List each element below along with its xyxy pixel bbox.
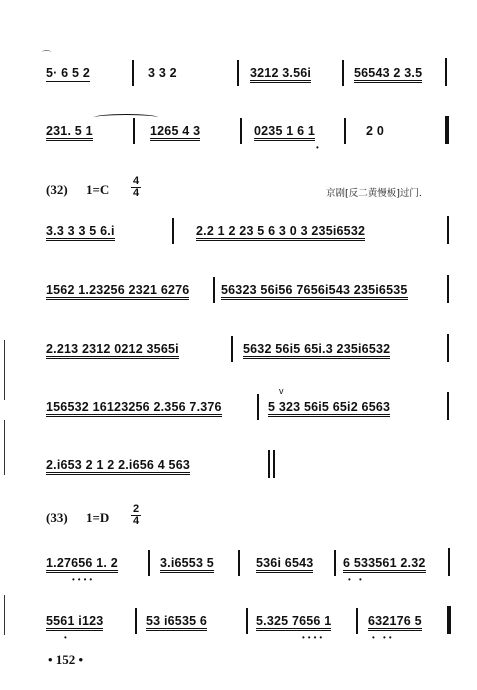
barline bbox=[344, 118, 346, 144]
measure: 2.i653 2 1 2 2.i656 4 563 bbox=[46, 458, 190, 475]
barline bbox=[231, 336, 233, 362]
barline bbox=[257, 394, 259, 420]
octave-dot: •••• bbox=[72, 575, 96, 584]
barline bbox=[135, 608, 137, 634]
time-numerator: 4 bbox=[132, 175, 140, 187]
measure: 536i 6543 bbox=[256, 556, 313, 573]
measure: 3 3 2 bbox=[148, 66, 177, 80]
measure: 0235 1 6 1 bbox=[254, 124, 315, 141]
measure: 3212 3.56i bbox=[250, 66, 311, 83]
score-line-8 bbox=[0, 556, 477, 582]
barline bbox=[447, 392, 449, 420]
measure: 1562 1.23256 2321 6276 bbox=[46, 283, 189, 300]
slur-mark bbox=[94, 114, 158, 121]
measure: 3.i6553 5 bbox=[160, 556, 214, 573]
measure: 5· 6 5 2 bbox=[46, 66, 90, 80]
barline bbox=[356, 608, 358, 634]
measure: 156532 16123256 2.356 7.376 bbox=[46, 400, 222, 417]
time-denominator: 4 bbox=[132, 187, 140, 199]
score-line-7 bbox=[0, 458, 477, 484]
measure: 6 533561 2.32 bbox=[343, 556, 426, 573]
time-signature bbox=[131, 504, 141, 527]
score-line-6 bbox=[0, 386, 477, 426]
barline bbox=[334, 550, 336, 576]
barline bbox=[447, 275, 449, 303]
slur-mark: ⌒ bbox=[42, 50, 52, 60]
section-number: (32) bbox=[46, 182, 68, 197]
barline bbox=[447, 334, 449, 362]
score-line-5 bbox=[0, 342, 477, 368]
barline bbox=[246, 608, 248, 634]
key-signature: 1=C bbox=[86, 182, 110, 197]
barline bbox=[273, 450, 275, 478]
barline bbox=[148, 550, 150, 576]
barline bbox=[132, 60, 134, 86]
measure: 632176 5 bbox=[368, 614, 422, 631]
barline bbox=[445, 58, 447, 86]
measure: 2 0 bbox=[366, 124, 384, 138]
measure: 53 i6535 6 bbox=[146, 614, 207, 631]
barline bbox=[172, 218, 174, 244]
barline bbox=[342, 60, 344, 86]
barline bbox=[268, 450, 270, 478]
barline bbox=[448, 548, 450, 576]
key-signature: 1=D bbox=[86, 510, 110, 525]
score-line-4 bbox=[0, 283, 477, 309]
score-line-1 bbox=[0, 50, 477, 92]
page-number: • 152 • bbox=[48, 652, 84, 667]
score-line-9 bbox=[0, 614, 477, 640]
measure: 1.27656 1. 2 bbox=[46, 556, 118, 573]
final-barline bbox=[445, 116, 449, 144]
accent-mark: v bbox=[279, 386, 284, 396]
octave-dot: • bbox=[64, 633, 70, 642]
section-caption: 京剧[反二黄慢板]过门. bbox=[326, 188, 422, 199]
score-line-2 bbox=[0, 124, 477, 150]
barline bbox=[238, 550, 240, 576]
measure: 56323 56i56 7656i543 235i6535 bbox=[221, 283, 408, 300]
time-denominator: 4 bbox=[132, 515, 140, 527]
measure: 5.325 7656 1 bbox=[256, 614, 331, 631]
octave-dot: • •• bbox=[372, 633, 395, 642]
octave-dot: • bbox=[316, 143, 322, 152]
octave-dot: • • bbox=[348, 575, 365, 584]
barline bbox=[237, 60, 239, 86]
measure: 5561 i123 bbox=[46, 614, 103, 631]
measure: 3.3 3 3 5 6.i bbox=[46, 224, 115, 241]
measure: 56543 2 3.5 bbox=[354, 66, 422, 83]
octave-dot: •••• bbox=[302, 633, 326, 642]
time-signature bbox=[131, 176, 141, 199]
measure: 5 323 56i5 65i2 6563 bbox=[268, 400, 390, 417]
final-barline bbox=[447, 606, 451, 634]
score-line-3 bbox=[0, 224, 477, 250]
measure: 231. 5 1 bbox=[46, 124, 93, 141]
measure: 2.2 1 2 23 5 6 3 0 3 235i6532 bbox=[196, 224, 365, 241]
measure: 2.213 2312 0212 3565i bbox=[46, 342, 179, 359]
barline bbox=[447, 216, 449, 244]
barline bbox=[213, 277, 215, 303]
barline bbox=[133, 118, 135, 144]
section-number: (33) bbox=[46, 510, 68, 525]
barline bbox=[240, 118, 242, 144]
time-numerator: 2 bbox=[132, 503, 140, 515]
measure: 1265 4 3 bbox=[150, 124, 200, 141]
measure: 5632 56i5 65i.3 235i6532 bbox=[243, 342, 390, 359]
